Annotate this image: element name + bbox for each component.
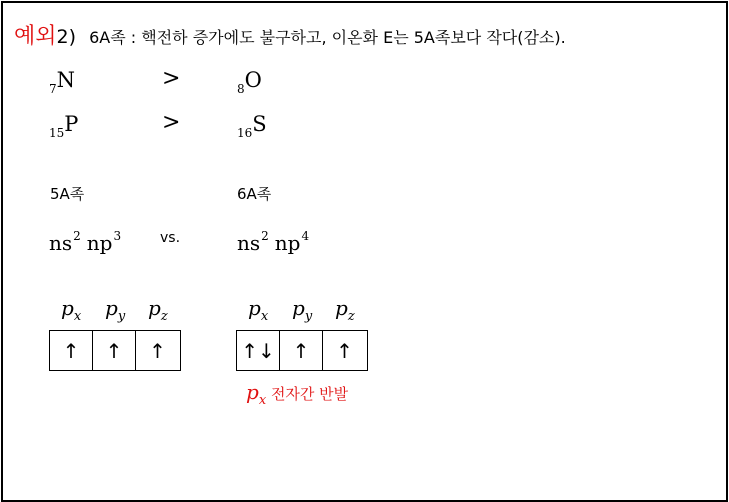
config-5a: $ns^2$ $np^3$: [49, 229, 122, 255]
group-5a-label: 5A족: [50, 185, 85, 203]
element-sulfur: $_{16}$S: [237, 112, 267, 140]
orbital-label-py-left: $p_y$: [105, 296, 126, 324]
element-oxygen: $_8$O: [237, 68, 262, 96]
orbital-cell-py: ↑: [93, 331, 136, 370]
versus-label: vs.: [160, 230, 181, 246]
orbital-label-px-left: $p_x$: [61, 296, 82, 324]
element-nitrogen: $_7$N: [49, 68, 76, 96]
greater-than-2: >: [162, 110, 181, 135]
orbital-cell-px: ↑↓: [237, 331, 280, 370]
group-6a-label: 6A족: [237, 185, 272, 203]
orbital-cell-px: ↑: [50, 331, 93, 370]
config-6a: $ns^2$ $np^4$: [237, 229, 310, 255]
orbital-label-pz-right: $p_z$: [335, 296, 355, 324]
title-line: [14, 26, 566, 49]
orbital-label-pz-left: $p_z$: [148, 296, 168, 324]
orbital-label-px-right: $p_x$: [248, 296, 269, 324]
orbital-cell-py: ↑: [280, 331, 323, 370]
example-label: 예외: [14, 24, 57, 49]
orbital-box-5a: [49, 330, 181, 371]
note-text: 전자간 반발: [270, 385, 349, 403]
greater-than-1: >: [162, 66, 181, 91]
repulsion-note: [246, 380, 348, 408]
title-text: 6A족 : 핵전하 증가에도 불구하고, 이온화 E는 5A족보다 작다(감소).: [89, 28, 566, 47]
orbital-box-6a: [236, 330, 368, 371]
example-number: 2): [56, 26, 77, 48]
element-phosphorus: $_{15}$P: [49, 112, 79, 140]
note-orbital-label: $p_x$: [246, 380, 267, 408]
orbital-label-py-right: $p_y$: [292, 296, 313, 324]
orbital-cell-pz: ↑: [336, 338, 353, 363]
orbital-cell-pz: ↑: [149, 338, 166, 363]
